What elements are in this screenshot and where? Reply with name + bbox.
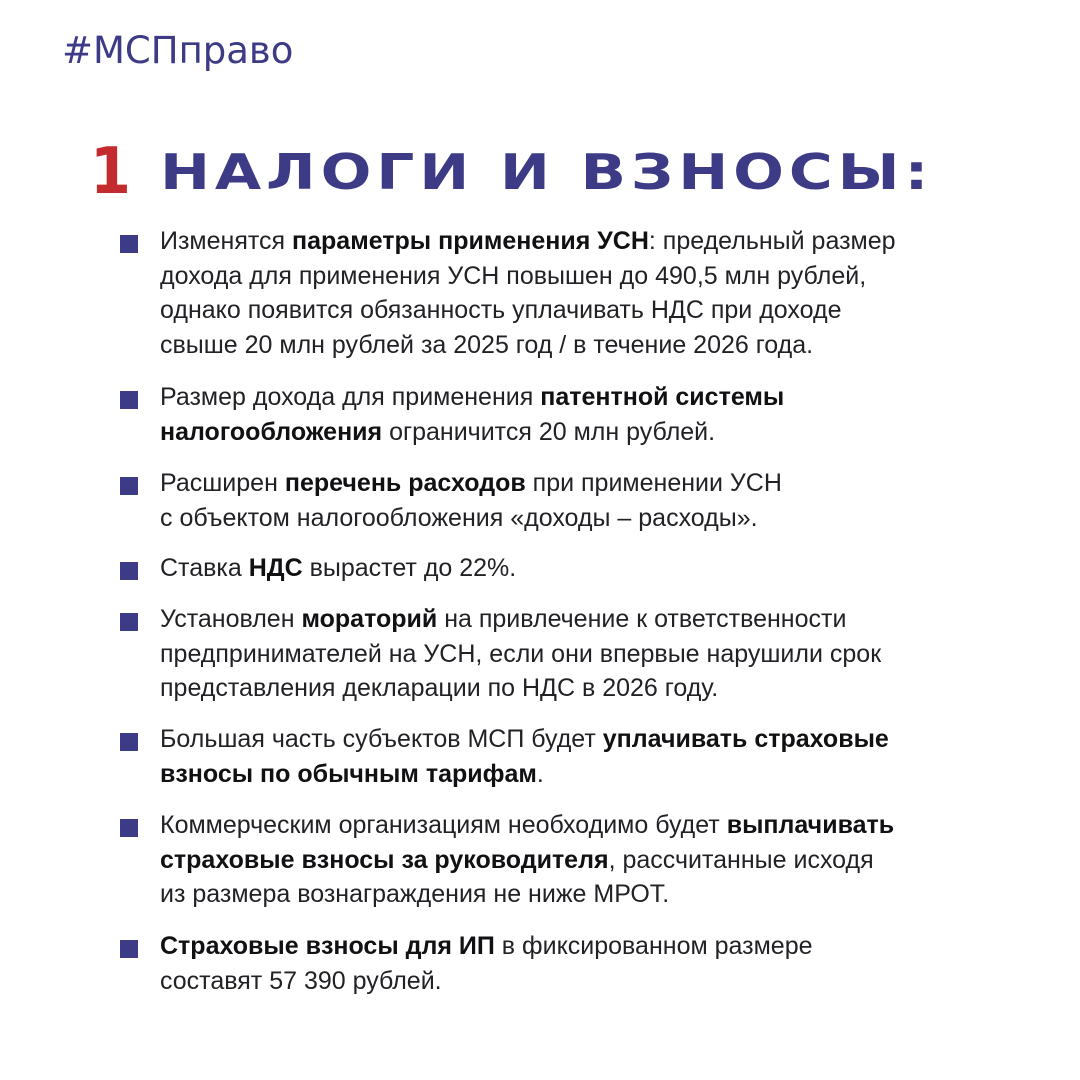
section-title: НАЛОГИ И ВЗНОСЫ: <box>160 143 934 201</box>
bullet-line <box>160 671 881 706</box>
text-span: Установлен <box>160 605 302 633</box>
text-span: , рассчитанные исходя <box>608 845 874 874</box>
bullet-text <box>160 466 782 535</box>
text-span: : предельный размер <box>648 227 896 255</box>
bullet-square-icon <box>120 391 138 409</box>
bullet-text <box>160 380 784 449</box>
bullet-text <box>160 602 881 706</box>
text-span: в фиксированном размере <box>494 932 813 960</box>
bullet-line <box>160 328 896 363</box>
text-span: на привлечение к ответственности <box>437 605 847 633</box>
list-item <box>120 224 1020 363</box>
list-item <box>120 380 1020 449</box>
list-item <box>120 466 1020 535</box>
text-span: вырастет до 22%. <box>302 554 517 582</box>
bullet-text <box>160 722 889 791</box>
bold-text: мораторий <box>301 605 438 633</box>
text-span: Изменятся <box>160 227 293 255</box>
text-span: с объектом налогообложения «доходы – расходы». <box>160 503 758 532</box>
bullet-line <box>160 380 784 415</box>
bold-text: налогообложения <box>160 417 383 446</box>
text-span: предпринимателей на УСН, если они впервые нарушили срок <box>160 639 882 668</box>
text-span: Коммерческим организациям необходимо будет <box>160 811 727 839</box>
bullet-square-icon <box>120 562 138 580</box>
hashtag-title: #МСПправо <box>62 29 294 72</box>
bullet-line <box>160 501 782 536</box>
text-span: при применении УСН <box>525 469 782 497</box>
list-item <box>120 808 1020 912</box>
bullet-line <box>160 964 813 999</box>
section-heading <box>90 132 934 212</box>
bold-text: перечень расходов <box>284 469 526 497</box>
bullet-square-icon <box>120 613 138 631</box>
bullet-line <box>160 808 894 843</box>
bullet-square-icon <box>120 477 138 495</box>
bullet-line <box>160 224 896 259</box>
text-span: дохода для применения УСН повышен до 490,5 млн рублей, <box>160 261 867 290</box>
bullet-line <box>160 466 782 501</box>
text-span: Расширен <box>160 469 285 497</box>
text-span: составят 57 390 рублей. <box>160 966 442 995</box>
bullet-line <box>160 415 784 450</box>
bullet-square-icon <box>120 940 138 958</box>
bullet-line <box>160 843 894 878</box>
bullet-square-icon <box>120 235 138 253</box>
bold-text: уплачивать страховые <box>602 725 889 753</box>
bold-text: взносы по обычным тарифам <box>160 759 537 788</box>
bold-text: параметры применения УСН <box>292 227 649 255</box>
bullet-text <box>160 224 896 363</box>
text-span: свыше 20 млн рублей за 2025 год / в течение 2026 года. <box>160 331 814 360</box>
text-span: однако появится обязанность уплачивать НДС при доходе <box>160 296 842 325</box>
bold-text: НДС <box>248 554 303 582</box>
text-span: . <box>536 759 544 788</box>
text-span: представления декларации по НДС в 2026 году. <box>160 674 719 703</box>
bullet-square-icon <box>120 819 138 837</box>
text-span: Большая часть субъектов МСП будет <box>160 725 603 753</box>
bullet-line <box>160 929 813 964</box>
list-item <box>120 551 1020 586</box>
bold-text: патентной системы <box>540 383 785 411</box>
bullet-line <box>160 293 896 328</box>
bullet-line <box>160 637 881 672</box>
bullet-line <box>160 551 516 586</box>
bullet-text <box>160 808 894 912</box>
text-span: Размер дохода для применения <box>160 383 541 411</box>
text-span: из размера вознаграждения не ниже МРОТ. <box>160 880 670 909</box>
bullet-line <box>160 259 896 294</box>
list-item <box>120 929 1020 998</box>
bold-text: Страховые взносы для ИП <box>160 932 495 960</box>
bullet-text <box>160 929 813 998</box>
bullet-square-icon <box>120 733 138 751</box>
bullet-line <box>160 722 889 757</box>
bold-text: страховые взносы за руководителя <box>160 845 609 874</box>
bullet-line <box>160 757 889 792</box>
list-item <box>120 722 1020 791</box>
section-number: 1 <box>90 135 131 209</box>
list-item <box>120 602 1020 706</box>
text-span: Ставка <box>160 554 249 582</box>
bold-text: выплачивать <box>726 811 895 839</box>
bullet-text <box>160 551 516 586</box>
text-span: ограничится 20 млн рублей. <box>382 417 716 446</box>
bullet-line <box>160 877 894 912</box>
bullet-line <box>160 602 881 637</box>
